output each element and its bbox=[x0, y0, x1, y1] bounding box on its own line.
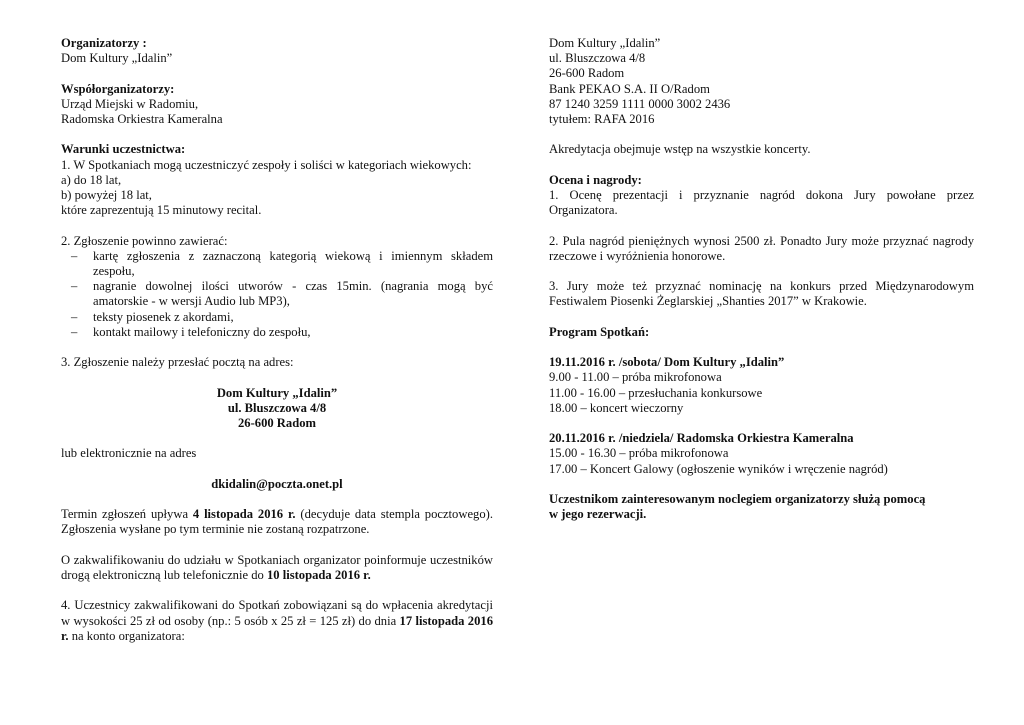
fee-text: 4. Uczestnicy zakwalifikowani do Spotkań zobowiązani są do wpłacenia akredytacji w wysokości 25 zł od osoby (np.: 5 osób x 25 zł = 125 zł) do dnia bbox=[61, 598, 493, 628]
address-line: Dom Kultury „Idalin” bbox=[216, 385, 338, 400]
deadline-text-end: (decyduje data stempla pocztowego). Zgłoszenia wysłane po tym terminie nie zostaną rozpatrzone. bbox=[61, 507, 493, 537]
account-line: 26-600 Radom bbox=[549, 66, 625, 81]
dash-bullet: – bbox=[71, 309, 78, 324]
list-item bbox=[61, 249, 493, 279]
qualification-date: 10 listopada 2016 r. bbox=[266, 567, 371, 582]
fee-date: 17 listopada 2016 r. bbox=[61, 613, 493, 643]
award-1: 1. Ocenę prezentacji i przyznanie nagród dokona Jury powołane przez Organizatora. bbox=[549, 188, 974, 218]
schedule-item: 17.00 – Koncert Galowy (ogłoszenie wyników i wręczenie nagród) bbox=[549, 461, 888, 476]
qualification-paragraph bbox=[61, 553, 493, 583]
condition-3-text: 3. Zgłoszenie należy przesłać pocztą na adres: bbox=[61, 355, 294, 370]
account-line: Dom Kultury „Idalin” bbox=[549, 36, 661, 50]
submission-requirements-list bbox=[61, 249, 493, 340]
schedule-item: 11.00 - 16.00 – przesłuchania konkursowe bbox=[549, 385, 763, 400]
accreditation-text: Akredytacja obejmuje wstęp na wszystkie koncerty. bbox=[549, 142, 811, 157]
program-day-2 bbox=[549, 431, 974, 477]
coorganizer-item: Radomska Orkiestra Kameralna bbox=[61, 112, 223, 126]
right-column bbox=[549, 36, 974, 538]
condition-1-text: 1. W Spotkaniach mogą uczestniczyć zespoły i soliści w kategoriach wiekowych: bbox=[61, 157, 472, 172]
condition-2-section bbox=[61, 234, 493, 340]
account-title: tytułem: RAFA 2016 bbox=[549, 112, 655, 127]
day-1-heading: 19.11.2016 r. /sobota/ Dom Kultury „Idalin” bbox=[549, 355, 785, 370]
awards-section bbox=[549, 173, 974, 219]
list-item-text: teksty piosenek z akordami, bbox=[93, 309, 234, 324]
schedule-item: 18.00 – koncert wieczorny bbox=[549, 400, 684, 415]
electronic-text: lub elektronicznie na adres bbox=[61, 446, 197, 461]
award-3: 3. Jury może też przyznać nominację na konkurs przed Międzynarodowym Festiwalem Piosenki Żeglarskiej „Shanties 2017” w Krakowie. bbox=[549, 279, 974, 309]
left-column bbox=[61, 36, 493, 644]
list-item-text: nagranie dowolnej ilości utworów - czas 15min. (nagrania mogą być amatorskie - w wersji Audio lub MP3), bbox=[93, 279, 493, 309]
email-address[interactable]: dkidalin@poczta.onet.pl bbox=[211, 476, 343, 491]
recital-note: które zaprezentują 15 minutowy recital. bbox=[61, 203, 262, 218]
bank-account-details bbox=[549, 36, 974, 127]
conditions-section bbox=[61, 142, 493, 218]
address-line: 26-600 Radom bbox=[237, 416, 316, 430]
coorganizers-label: Współorganizatorzy: bbox=[61, 81, 175, 96]
organizers-label: Organizatorzy : bbox=[61, 36, 147, 50]
organizers-section bbox=[61, 36, 493, 66]
deadline-date: 4 listopada 2016 r. bbox=[192, 507, 296, 522]
lodging-line: w jego rezerwacji. bbox=[549, 507, 647, 522]
award-2: 2. Pula nagród pieniężnych wynosi 2500 zł. Ponadto Jury może przyznać nagrody rzeczowe i wyróżnienia honorowe. bbox=[549, 233, 974, 263]
age-category-b: b) powyżej 18 lat, bbox=[61, 188, 152, 202]
address-line: ul. Bluszczowa 4/8 bbox=[227, 400, 327, 415]
account-number: 87 1240 3259 1111 0000 3002 2436 bbox=[549, 96, 731, 111]
account-line: Bank PEKAO S.A. II O/Radom bbox=[549, 81, 710, 96]
dash-bullet: – bbox=[71, 248, 78, 263]
program-day-1 bbox=[549, 355, 974, 416]
schedule-item: 15.00 - 16.30 – próba mikrofonowa bbox=[549, 446, 729, 461]
postal-address bbox=[61, 386, 493, 432]
dash-bullet: – bbox=[71, 324, 78, 339]
list-item bbox=[61, 325, 493, 340]
qualification-text: O zakwalifikowaniu do udziału w Spotkaniach organizator poinformuje uczestników drogą elektroniczną lub telefonicznie do bbox=[61, 552, 493, 582]
conditions-label: Warunki uczestnictwa: bbox=[61, 142, 186, 157]
lodging-line: Uczestnikom zainteresowanym noclegiem organizatorzy służą pomocą bbox=[549, 491, 926, 506]
lodging-note bbox=[549, 492, 974, 522]
condition-2-text: 2. Zgłoszenie powinno zawierać: bbox=[61, 233, 228, 248]
list-item bbox=[61, 310, 493, 325]
schedule-item: 9.00 - 11.00 – próba mikrofonowa bbox=[549, 370, 722, 385]
list-item bbox=[61, 279, 493, 309]
day-2-heading: 20.11.2016 r. /niedziela/ Radomska Orkiestra Kameralna bbox=[549, 431, 854, 446]
program-label: Program Spotkań: bbox=[549, 324, 650, 339]
account-line: ul. Bluszczowa 4/8 bbox=[549, 51, 646, 66]
fee-text-end: na konto organizatora: bbox=[68, 628, 185, 643]
coorganizers-section bbox=[61, 82, 493, 128]
fee-paragraph bbox=[61, 598, 493, 644]
deadline-text: Termin zgłoszeń upływa bbox=[61, 507, 193, 522]
coorganizer-item: Urząd Miejski w Radomiu, bbox=[61, 96, 199, 111]
list-item-text: kartę zgłoszenia z zaznaczoną kategorią wiekową i imiennym składem zespołu, bbox=[93, 248, 493, 278]
organizers-value: Dom Kultury „Idalin” bbox=[61, 51, 173, 66]
dash-bullet: – bbox=[71, 279, 78, 294]
deadline-paragraph bbox=[61, 507, 493, 537]
list-item-text: kontakt mailowy i telefoniczny do zespołu, bbox=[93, 324, 311, 339]
awards-label: Ocena i nagrody: bbox=[549, 172, 642, 187]
age-category-a: a) do 18 lat, bbox=[61, 172, 122, 187]
